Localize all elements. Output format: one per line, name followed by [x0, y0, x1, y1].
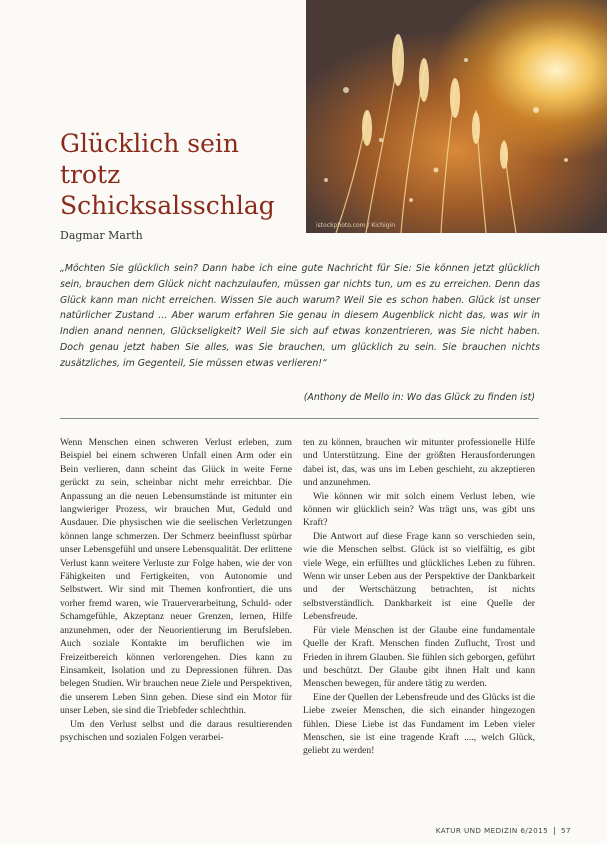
title-line-2: trotz [60, 160, 121, 189]
paragraph: ten zu können, brauchen wir mitunter professionelle Hilfe und Unterstützung. Eine der größten Herausforderungen dabei ist, das, was uns im Leben geschieht, zu akzeptieren und anzunehmen. [303, 437, 535, 489]
title-line-1: Glücklich sein [60, 129, 239, 158]
author-name: Dagmar Marth [60, 229, 143, 242]
header-photo [306, 0, 607, 233]
publication-name: KATUR UND MEDIZIN 6/2015 [435, 826, 549, 835]
body-column-right [303, 436, 535, 758]
body-column-left [60, 436, 292, 744]
intro-quote: „Möchten Sie glücklich sein? Dann habe ich eine gute Nachricht für Sie: Sie können jetzt glücklich sein, brauchen dem Glück nicht nachzulaufen, müssen gar nichts tun, um es zu erreichen. Denn das Glück kann man nicht erreichen. Wissen Sie auch warum? Weil Sie es schon haben. Glück ist unser natürlicher Zustand ... Aber warum erfahren Sie genau in diesem Augenblick nicht das, was wir in Indien anand nennen, Glückseligkeit? Weil Sie sich auf etwas konzentrieren, was Sie nicht haben. Doch genau jetzt haben Sie alles, was Sie brauchen, um glücklich zu sein. Sie brauchen nichts zusätzliches, im Gegenteil, Sie müssen etwas verlieren!“ [60, 263, 540, 369]
quote-source: (Anthony de Mello in: Wo das Glück zu finden ist) [303, 392, 535, 403]
paragraph: Um den Verlust selbst und die daraus resultierenden psychischen und sozialen Folgen verarbei- [60, 718, 292, 743]
photo-credit: istockphoto.com / Kichigin [316, 222, 395, 229]
footer-separator [554, 827, 555, 835]
paragraph: Für viele Menschen ist der Glaube eine fundamentale Quelle der Kraft. Menschen finden Zuflucht, Trost und Frieden in ihrem Glauben. Sie fühlen sich geborgen, geführt und beschützt. Der Glaube gibt ihnen Halt und kann Menschen bewegen, für andere tätig zu werden. [303, 624, 535, 690]
grass-stalks-illustration [306, 0, 607, 233]
title-line-3: Schicksalsschlag [60, 191, 275, 220]
page-number: 57 [561, 826, 571, 835]
paragraph: Die Antwort auf diese Frage kann so verschieden sein, wie die Menschen selbst. Glück ist so vielfältig, es gibt viele Wege, ein erfülltes und glückliches Leben zu führen. Wenn wir unser Leben aus der Perspektive der Dankbarkeit und der Wertschätzung betrachten, ist nichts selbstverständlich. Dankbarkeit ist eine Quelle der Lebensfreude. [303, 530, 535, 623]
paragraph: Wenn Menschen einen schweren Verlust erleben, zum Beispiel bei einem schweren Unfall einen Arm oder ein Bein verlieren, dann scheint das Glück in weite Ferne gerückt zu sein, scheinbar nicht mehr erreichbar. Die Anpassung an die neuen Lebensumstände ist mitunter ein langwieriger Prozess, wir brauchen Mut, Geduld und Ausdauer. Die physischen wie die seelischen Verletzungen können lange schmerzen. Der Schmerz beeinflusst spürbar unser Lebensgefühl und unsere Lebensqualität. Der erlittene Verlust kann weitere Verluste zur Folge haben, wie der von Fähigkeiten und Fertigkeiten, von Autonomie und Selbstwert. Wir sind mit Themen konfrontiert, die uns vorher fremd waren, wie Trauerverarbeitung, Schuld- oder Schamgefühle, Akzeptanz neuer Grenzen, lernen, Hilfe anzunehmen, oder der Neuorientierung im Berufsleben. Auch soziale Kontakte im beruflichen wie im Freizeitbereich können verlorengehen. Dies kann zu Einsamkeit, Isolation und zu Depressionen führen. Das belegen Studien. Wir brauchen neue Ziele und Perspektiven, die unserem Leben Sinn geben. Diese sind ein Motor für unser Leben, sie sind die Triebfeder schlechthin. [60, 437, 293, 717]
paragraph: Wie können wir mit solch einem Verlust leben, wie können wir glücklich sein? Was trägt uns, was gibt uns Kraft? [303, 490, 535, 529]
paragraph: Eine der Quellen der Lebensfreude und des Glücks ist die Liebe zweier Menschen, die sich einander hingezogen fühlen. Diese Liebe ist das Fundament im Leben vieler Menschen, sie ist eine tragende Kraft ...., welch Glück, geliebt zu werden! [303, 691, 535, 757]
page-footer [436, 826, 571, 835]
section-divider [60, 418, 539, 419]
article-title [60, 128, 300, 221]
